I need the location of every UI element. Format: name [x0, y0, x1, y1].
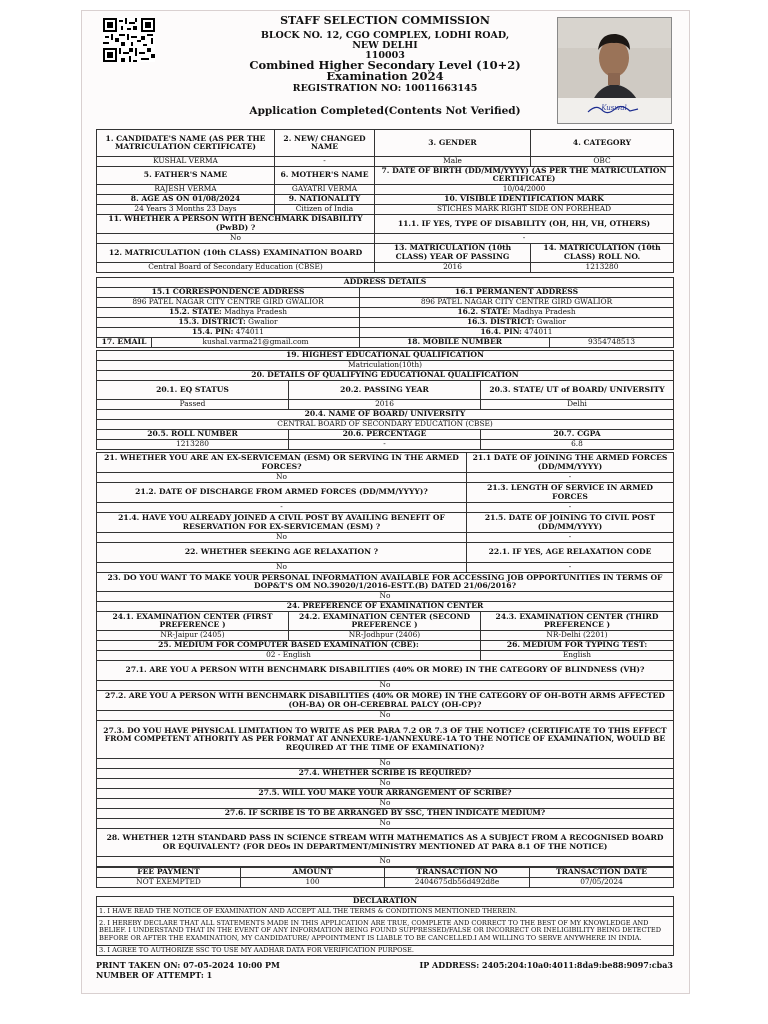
correspondence-address: 896 PATEL NAGAR CITY CENTRE GIRD GWALIOR	[97, 298, 360, 308]
date-of-birth: 10/04/2000	[375, 184, 674, 194]
perm-pin: 474011	[524, 327, 553, 337]
q21-2-label: 21.2. DATE OF DISCHARGE FROM ARMED FORCES (DD/MM/YYYY)?	[97, 483, 467, 503]
exam-name-line2: Examination 2024	[326, 69, 444, 83]
joining-date: -	[467, 473, 674, 483]
q21-3-label: 21.3. LENGTH OF SERVICE IN ARMED FORCES	[467, 483, 674, 503]
corr-pin-label: 15.4. PIN:	[192, 327, 234, 337]
eq-status: Passed	[97, 400, 289, 410]
corr-district-label: 15.3. DISTRICT:	[178, 317, 246, 327]
q25-label: 25. MEDIUM FOR COMPUTER BASED EXAMINATION (CBE):	[97, 641, 481, 651]
q20-label: 20. DETAILS OF QUALIFYING EDUCATIONAL QUALIFICATION	[97, 371, 674, 381]
declaration-table	[96, 896, 674, 956]
q21-label: 21. WHETHER YOU ARE AN EX-SERVICEMAN (ESM) OR SERVING IN THE ARMED FORCES?	[97, 453, 467, 473]
q1-label: 1. CANDIDATE'S NAME (AS PER THE MATRICULATION CERTIFICATE)	[97, 130, 275, 157]
q28-label: 28. WHETHER 12TH STANDARD PASS IN SCIENCE STREAM WITH MATHEMATICS AS A SUBJECT FROM A RECOGNISED BOARD OR EQUIVALENT? (FOR DEOs IN DEPARTMENT/MINISTRY MENTIONED AT PARA 8.1 OF THE NOTICE)	[97, 829, 674, 857]
declaration-3: 3. I AGREE TO AUTHORIZE SSC TO USE MY AADHAR DATA FOR VERIFICATION PURPOSE.	[97, 946, 674, 956]
preferences-table	[96, 572, 674, 641]
cbe-medium: 02 - English	[97, 651, 481, 661]
typing-medium: English	[481, 651, 674, 661]
personal-details-table	[96, 129, 674, 273]
q20-3-label: 20.3. STATE/ UT of BOARD/ UNIVERSITY	[481, 381, 674, 400]
fee-table	[96, 867, 674, 888]
transaction-no-header: TRANSACTION NO	[385, 868, 530, 878]
q27-2-label: 27.2. ARE YOU A PERSON WITH BENCHMARK DISABILITIES (40% OR MORE) IN THE CATEGORY OF OH-BOTH ARMS AFFECTED (OH-BA) OR OH-CEREBRAL PALCY (OH-CP)?	[97, 691, 674, 711]
eq-percentage: -	[289, 440, 481, 450]
q21-5-label: 21.5. DATE OF JOINING TO CIVIL POST (DD/MM/YYYY)	[467, 513, 674, 533]
q20-6-label: 20.6. PERCENTAGE	[289, 430, 481, 440]
q4-label: 4. CATEGORY	[531, 130, 674, 157]
mobile-label: 18. MOBILE NUMBER	[360, 338, 550, 348]
correspondence-heading: 15.1 CORRESPONDENCE ADDRESS	[97, 288, 360, 298]
center3-label: 24.3. EXAMINATION CENTER (THIRD PREFERENCE )	[481, 612, 674, 631]
q8-label: 8. AGE AS ON 01/08/2024	[97, 194, 275, 204]
declaration-2: 2. I HEREBY DECLARE THAT ALL STATEMENTS MADE IN THIS APPLICATION ARE TRUE, COMPLETE AND CORRECT TO THE BEST OF MY KNOWLEDGE AND BELIEF. I UNDERSTAND THAT IN THE EVENT OF ANY INFORMATION BEING FOUND SUPPRESSED/FALSE OR INCORRECT OR INELIGIBILITY BEING DETECTED BEFORE OR AFTER THE EXAMINATION, MY CANDIDATURE/ APPOINTMENT IS LIABLE TO BE CANCELLED.I AM WILLING TO SERVE ANYWHERE IN INDIA.	[97, 917, 674, 946]
corr-district: Gwalior	[248, 317, 278, 327]
eq-cgpa: 6.8	[481, 440, 674, 450]
q2-label: 2. NEW/ CHANGED NAME	[275, 130, 375, 157]
matric-board: Central Board of Secondary Education (CBSE)	[97, 262, 375, 272]
center2-label: 24.2. EXAMINATION CENTER (SECOND PREFERENCE )	[289, 612, 481, 631]
civil-post-date: -	[467, 533, 674, 543]
q19-label: 19. HIGHEST EDUCATIONAL QUALIFICATION	[97, 351, 674, 361]
q12-label: 12. MATRICULATION (10th CLASS) EXAMINATION BOARD	[97, 243, 375, 262]
exam-name-line1: Combined Higher Secondary Level (10+2)	[249, 58, 521, 72]
signature: Kuswal	[601, 104, 627, 112]
center1-label: 24.1. EXAMINATION CENTER (FIRST PREFERENCE )	[97, 612, 289, 631]
q6-label: 6. MOTHER'S NAME	[275, 167, 375, 185]
q11-1-label: 11.1. IF YES, TYPE OF DISABILITY (OH, HH, VH, OTHERS)	[375, 214, 674, 233]
q9-label: 9. NATIONALITY	[275, 194, 375, 204]
blindness: No	[97, 681, 674, 691]
corr-state: Madhya Pradesh	[224, 307, 288, 317]
nationality: Citizen of India	[275, 204, 375, 214]
q11-label: 11. WHETHER A PERSON WITH BENCHMARK DISABILITY (PwBD) ?	[97, 214, 375, 233]
pwbd: No	[97, 233, 375, 243]
fee-status: NOT EXEMPTED	[97, 878, 241, 888]
ip-address: IP ADDRESS: 2405:204:10a0:4011:8da9:be88:9097:cba3	[419, 960, 673, 970]
declaration-title: DECLARATION	[97, 897, 674, 907]
candidate-photo	[557, 17, 672, 124]
education-table	[96, 350, 674, 450]
disability-type: -	[375, 233, 674, 243]
address-table	[96, 277, 674, 348]
email: kushal.varma21@gmail.com	[152, 338, 360, 348]
share-info: No	[97, 592, 674, 602]
q20-1-label: 20.1. EQ STATUS	[97, 381, 289, 400]
civil-post: No	[97, 533, 467, 543]
q10-label: 10. VISIBLE IDENTIFICATION MARK	[375, 194, 674, 204]
q5-label: 5. FATHER'S NAME	[97, 167, 275, 185]
scribe-required: No	[97, 779, 674, 789]
q21-1-label: 21.1 DATE OF JOINING THE ARMED FORCES (DD/MM/YYYY)	[467, 453, 674, 473]
science-stream: No	[97, 857, 674, 867]
org-name: STAFF SELECTION COMMISSION	[280, 14, 490, 27]
age: 24 Years 3 Months 23 Days	[97, 204, 275, 214]
q27-6-label: 27.6. IF SCRIBE IS TO BE ARRANGED BY SSC, THEN INDICATE MEDIUM?	[97, 809, 674, 819]
eq-roll: 1213280	[97, 440, 289, 450]
q27-3-label: 27.3. DO YOU HAVE PHYSICAL LIMITATION TO WRITE AS PER PARA 7.2 OR 7.3 OF THE NOTICE? (CERTIFICATE TO THIS EFFECT FROM COMPETENT ATHORITY AS PER FORMAT AT ANNEXURE-1/ANNEXURE-1A TO THE NOTICE OF EXAMINATION, WOULD BE REQUIRED AT THE TIME OF EXAMINATION)?	[97, 721, 674, 759]
perm-pin-label: 16.4. PIN:	[480, 327, 522, 337]
category: OBC	[531, 157, 674, 167]
matric-roll: 1213280	[531, 262, 674, 272]
amount-header: AMOUNT	[241, 868, 385, 878]
q24-label: 24. PREFERENCE OF EXAMINATION CENTER	[97, 602, 674, 612]
transaction-no: 2404675db56d492d8e	[385, 878, 530, 888]
print-time: PRINT TAKEN ON: 07-05-2024 10:00 PM	[96, 960, 280, 970]
q20-5-label: 20.5. ROLL NUMBER	[97, 430, 289, 440]
eq-state: Delhi	[481, 400, 674, 410]
center1: NR-Jaipur (2405)	[97, 631, 289, 641]
perm-district-label: 16.3. DISTRICT:	[467, 317, 535, 327]
center2: NR-Jodhpur (2406)	[289, 631, 481, 641]
identification-mark: STICHES MARK RIGHT SIDE ON FOREHEAD	[375, 204, 674, 214]
q21-4-label: 21.4. HAVE YOU ALREADY JOINED A CIVIL POST BY AVAILING BENEFIT OF RESERVATION FOR EX-SERVICEMAN (ESM) ?	[97, 513, 467, 533]
q27-5-label: 27.5. WILL YOU MAKE YOUR ARRANGEMENT OF SCRIBE?	[97, 789, 674, 799]
q3-label: 3. GENDER	[375, 130, 531, 157]
matric-year: 2016	[375, 262, 531, 272]
service-length: -	[467, 503, 674, 513]
permanent-address: 896 PATEL NAGAR CITY CENTRE GIRD GWALIOR	[360, 298, 674, 308]
highest-qualification: Matriculation(10th)	[97, 361, 674, 371]
q23-label: 23. DO YOU WANT TO MAKE YOUR PERSONAL INFORMATION AVAILABLE FOR ACCESSING JOB OPPORTUNITIES IN TERMS OF DOP&T'S OM NO.39020/1/2016-ESTT.(B) DATED 21/06/2016?	[97, 573, 674, 592]
own-scribe: No	[97, 799, 674, 809]
q14-label: 14. MATRICULATION (10th CLASS) ROLL NO.	[531, 243, 674, 262]
age-relaxation: No	[97, 563, 467, 573]
q20-2-label: 20.2. PASSING YEAR	[289, 381, 481, 400]
org-address-line1: BLOCK NO. 12, CGO COMPLEX, LODHI ROAD,	[260, 30, 510, 41]
q22-1-label: 22.1. IF YES, AGE RELAXATION CODE	[467, 543, 674, 563]
transaction-date-header: TRANSACTION DATE	[530, 868, 674, 878]
org-pin: 110003	[365, 50, 405, 61]
q27-1-label: 27.1. ARE YOU A PERSON WITH BENCHMARK DISABILITIES (40% OR MORE) IN THE CATEGORY OF BLINDNESS (VH)?	[97, 661, 674, 681]
permanent-heading: 16.1 PERMANENT ADDRESS	[360, 288, 674, 298]
scribe-medium: No	[97, 819, 674, 829]
oh-disability: No	[97, 711, 674, 721]
candidate-name: KUSHAL VERMA	[97, 157, 275, 167]
mobile: 9354748513	[550, 338, 674, 348]
eq-passing-year: 2016	[289, 400, 481, 410]
q7-label: 7. DATE OF BIRTH (DD/MM/YYYY) (AS PER THE MATRICULATION CERTIFICATE)	[375, 167, 674, 185]
fee-header: FEE PAYMENT	[97, 868, 241, 878]
fee-amount: 100	[241, 878, 385, 888]
changed-name: -	[275, 157, 375, 167]
email-label: 17. EMAIL	[97, 338, 152, 348]
discharge-date: -	[97, 503, 467, 513]
q22-label: 22. WHETHER SEEKING AGE RELAXATION ?	[97, 543, 467, 563]
org-address-line2: NEW DELHI	[352, 40, 418, 51]
perm-state-label: 16.2. STATE:	[457, 307, 511, 317]
father-name: RAJESH VERMA	[97, 184, 275, 194]
esm: No	[97, 473, 467, 483]
medium-table	[96, 640, 674, 867]
gender: Male	[375, 157, 531, 167]
service-table	[96, 452, 674, 573]
address-title: ADDRESS DETAILS	[97, 278, 674, 288]
perm-district: Gwalior	[536, 317, 567, 327]
perm-state: Madhya Pradesh	[512, 307, 576, 317]
age-relaxation-code: -	[467, 563, 674, 573]
q20-7-label: 20.7. CGPA	[481, 430, 674, 440]
corr-pin: 474011	[235, 327, 264, 337]
q27-4-label: 27.4. WHETHER SCRIBE IS REQUIRED?	[97, 769, 674, 779]
eq-board: CENTRAL BOARD OF SECONDARY EDUCATION (CBSE)	[97, 420, 674, 430]
transaction-date: 07/05/2024	[530, 878, 674, 888]
center3: NR-Delhi (2201)	[481, 631, 674, 641]
physical-limitation: No	[97, 759, 674, 769]
q13-label: 13. MATRICULATION (10th CLASS) YEAR OF PASSING	[375, 243, 531, 262]
q26-label: 26. MEDIUM FOR TYPING TEST:	[481, 641, 674, 651]
qr-code	[103, 18, 155, 62]
registration-number: REGISTRATION NO: 10011663145	[292, 83, 478, 94]
q20-4-label: 20.4. NAME OF BOARD/ UNIVERSITY	[97, 410, 674, 420]
declaration-1: 1. I HAVE READ THE NOTICE OF EXAMINATION AND ACCEPT ALL THE TERMS & CONDITIONS MENTIONED THEREIN.	[97, 907, 674, 917]
mother-name: GAYATRI VERMA	[275, 184, 375, 194]
attempt-count: NUMBER OF ATTEMPT: 1	[96, 970, 213, 980]
application-status: Application Completed(Contents Not Verified)	[249, 105, 521, 117]
corr-state-label: 15.2. STATE:	[168, 307, 222, 317]
